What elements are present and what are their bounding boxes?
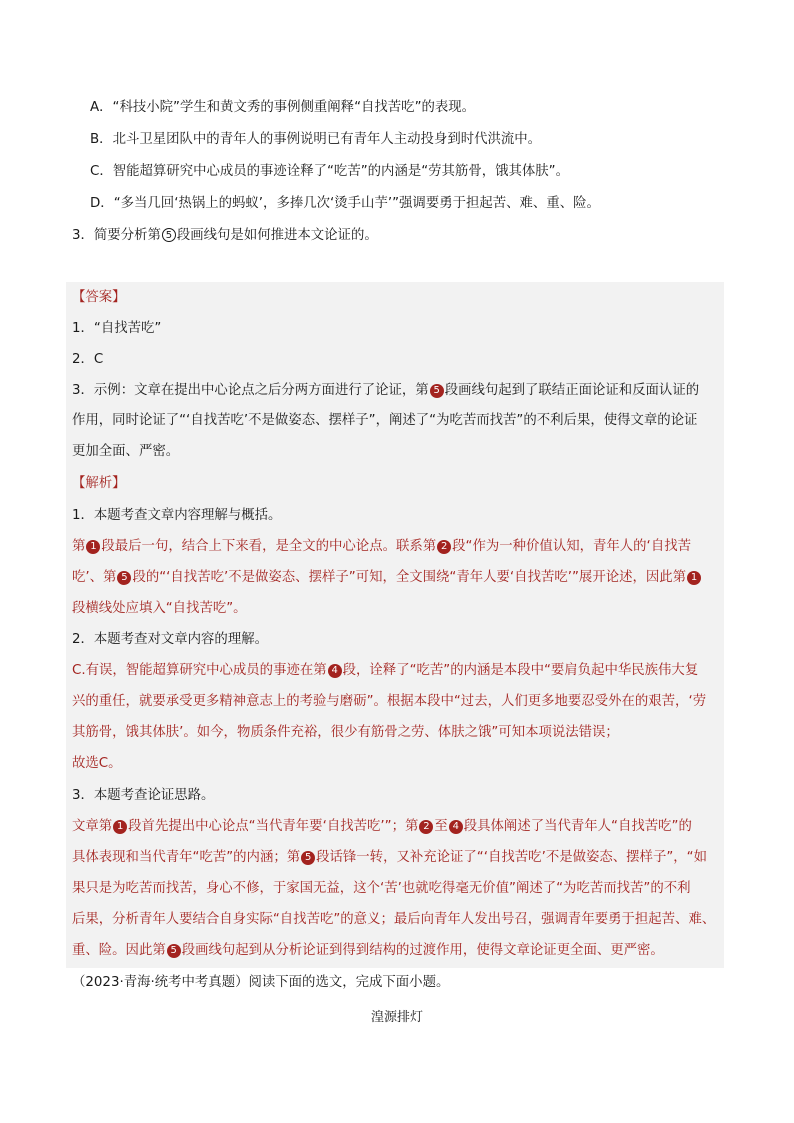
analysis-3-line-2: 具体表现和当代青年“吃苦”的内涵；第 5 段话锋一转，又补充论证了“‘自找苦吃’不是做姿态、摆样子”，“如 xyxy=(72,850,707,865)
circled-number: 5 xyxy=(167,944,181,958)
answer-3-line-1: 3．示例：文章在提出中心论点之后分两方面进行了论证，第 5 段画线句起到了联结正面论证和反面认证的 xyxy=(72,383,700,398)
analysis-2-line-3: 其筋骨，饿其体肤’。如今，物质条件充裕，很少有筋骨之劳、体肤之饿”可知本项说法错误； xyxy=(72,725,619,740)
analysis-3-line-5: 重、险。因此第 5 段画线句起到从分析论证到得到结构的过渡作用，使得文章论证更全面、更严密。 xyxy=(72,943,664,958)
option-b: B．北斗卫星团队中的青年人的事例说明已有青年人主动投身到时代洪流中。 xyxy=(90,132,542,147)
circled-number: 4 xyxy=(449,820,463,834)
option-c: C．智能超算研究中心成员的事迹诠释了“吃苦”的内涵是“劳其筋骨，饿其体肤”。 xyxy=(90,164,569,179)
analysis-1-head: 1．本题考查文章内容理解与概括。 xyxy=(72,508,282,523)
circled-number: 5 xyxy=(162,228,176,242)
circled-number: 5 xyxy=(301,851,315,865)
circled-number: 5 xyxy=(430,384,444,398)
analysis-3-line-3: 果只是为吃苦而找苦，身心不修，于家国无益，这个‘苦’也就吃得毫无价值”阐述了“为吃苦而找苦”的不利 xyxy=(72,881,691,896)
analysis-2-line-1: C.有误，智能超算研究中心成员的事迹在第 4 段，诠释了“吃苦”的内涵是本段中“要肩负起中华民族伟大复 xyxy=(72,663,699,678)
circled-number: 1 xyxy=(113,820,127,834)
analysis-3-line-4: 后果，分析青年人要结合自身实际“自找苦吃”的意义；最后向青年人发出号召，强调青年要勇于担起苦、难、 xyxy=(72,912,716,927)
analysis-1-line-3: 段横线处应填入“自找苦吃”。 xyxy=(72,601,247,616)
circled-number: 1 xyxy=(687,571,701,585)
circled-number: 4 xyxy=(328,664,342,678)
analysis-1-line-1: 第 1 段最后一句，结合上下来看，是全文的中心论点。联系第 2 段“作为一种价值认知，青年人的‘自找苦 xyxy=(72,539,691,554)
circled-number: 2 xyxy=(437,540,451,554)
analysis-2-line-2: 兴的重任，就要承受更多精神意志上的考验与磨砺”。根据本段中“过去，人们更多地要忍受外在的艰苦，‘劳 xyxy=(72,694,707,709)
circled-number: 5 xyxy=(117,571,131,585)
analysis-title: 【解析】 xyxy=(72,476,126,491)
analysis-3-head: 3．本题考查论证思路。 xyxy=(72,788,215,803)
option-a: A．“科技小院”学生和黄文秀的事例侧重阐释“自找苦吃”的表现。 xyxy=(90,100,476,115)
analysis-2-line-4: 故选C。 xyxy=(72,756,122,771)
question-3: 3．简要分析第 5 段画线句是如何推进本文论证的。 xyxy=(72,228,378,243)
answer-title: 【答案】 xyxy=(72,290,126,305)
analysis-2-head: 2．本题考查对文章内容的理解。 xyxy=(72,632,268,647)
circled-number: 2 xyxy=(419,820,433,834)
analysis-3-line-1: 文章第 1 段首先提出中心论点“当代青年要‘自找苦吃’”；第 2 至 4 段具体阐述了当代青年人“自找苦吃”的 xyxy=(72,819,692,834)
answer-3-line-3: 更加全面、严密。 xyxy=(72,444,180,459)
answer-1: 1．“自找苦吃” xyxy=(72,321,162,336)
option-d: D．“多当几回‘热锅上的蚂蚁’，多捧几次‘烫手山芋’”强调要勇于担起苦、难、重、险。 xyxy=(90,196,600,211)
answer-2: 2．C xyxy=(72,352,104,367)
next-question-source: （2023·青海·统考中考真题）阅读下面的选文，完成下面小题。 xyxy=(72,975,450,990)
next-passage-title: 湟源排灯 xyxy=(370,1010,423,1025)
circled-number: 1 xyxy=(86,540,100,554)
analysis-1-line-2: 吃’、第 5 段的“‘自找苦吃’不是做姿态、摆样子”可知，全文围绕“青年人要‘自找苦吃’”展开论述，因此第 1 xyxy=(72,568,702,588)
answer-3-line-2: 作用，同时论证了“‘自找苦吃’不是做姿态、摆样子”，阐述了“为吃苦而找苦”的不利后果，使得文章的论证 xyxy=(72,413,698,428)
